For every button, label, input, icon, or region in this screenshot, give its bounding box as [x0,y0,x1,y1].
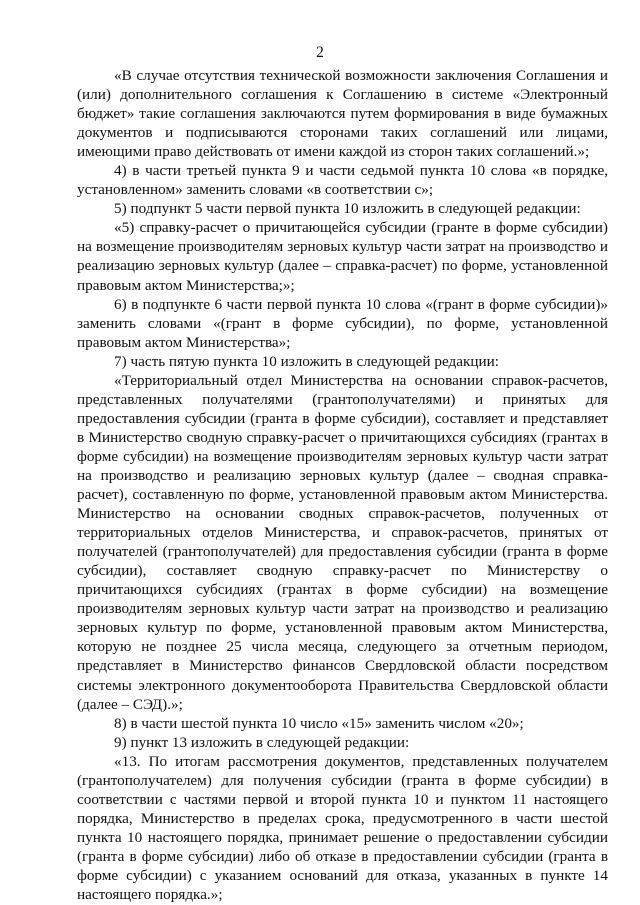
paragraph: «Территориальный отдел Министерства на основании справок-расчетов, представленных получателями (грантополучателями) и принятых для предоставления субсидии (гранта в форме субсидии), составляет и представляет в Министерство сводную справку-расчет о причитающихся субсидиях (грантах в форме субсидии) на возмещение производителям зерновых культур части затрат на производство и реализацию зерновых культур (далее – сводная справка-расчет), составленную по форме, установленной правовым актом Министерства. Министерство на основании сводных справок-расчетов, полученных от территориальных отделов Министерства, и справок-расчетов, принятых от получателей (грантополучателей) для предоставления субсидии (гранта в форме субсидии), составляет сводную справку-расчет по Министерству о причитающихся субсидиях (грантах в форме субсидии) на возмещение производителям зерновых культур части затрат на производство и реализацию зерновых культур по форме, установленной правовым актом Министерства, которую не позднее 25 числа месяца, следующего за отчетным периодом, представляет в Министерство финансов Свердловской области посредством системы электронного документооборота Правительства Свердловской области (далее – СЭД).»; [77,371,608,713]
paragraph: «5) справку-расчет о причитающейся субсидии (гранте в форме субсидии) на возмещение производителям зерновых культур части затрат на производство и реализацию зерновых культур (далее – справка-расчет) по форме, установленной правовым актом Министерства;»; [77,219,608,294]
paragraph: 4) в части третьей пункта 9 и части седьмой пункта 10 слова «в порядке, установленном» заменить словами «в соответствии с»; [77,162,608,199]
paragraph: «13. По итогам рассмотрения документов, представленных получателем (грантополучателем) для получения субсидии (гранта в форме субсидии) в соответствии с частями первой и второй пункта 10 и пунктом 11 настоящего порядка, Министерство в пределах срока, предусмотренного в части шестой пункта 10 настоящего порядка, принимает решение о предоставлении субсидии (гранта в форме субсидии) либо об отказе в предоставлении субсидии (гранта в форме субсидии) с указанием оснований для отказа, указанных в пункте 14 настоящего порядка.»; [77,752,608,904]
paragraph: 9) пункт 13 изложить в следующей редакции: [114,733,410,751]
paragraph: 7) часть пятую пункта 10 изложить в следующей редакции: [114,352,499,370]
paragraph: «В случае отсутствия технической возможности заключения Соглашения и (или) дополнительного соглашения к Соглашению в системе «Электронный бюджет» такие соглашения заключаются путем формирования в виде бумажных документов и подписываются сторонами таких соглашений или лицами, имеющими право действовать от имени каждой из сторон таких соглашений.»; [77,67,608,161]
paragraph: 5) подпункт 5 части первой пункта 10 изложить в следующей редакции: [114,200,581,218]
paragraph: 6) в подпункте 6 части первой пункта 10 слова «(грант в форме субсидии)» заменить словами «(грант в форме субсидии), по форме, установленной правовым актом Министерства»; [77,295,608,351]
paragraph: 8) в части шестой пункта 10 число «15» заменить числом «20»; [114,714,524,732]
page-number: 2 [316,44,324,61]
document-body [77,66,608,904]
